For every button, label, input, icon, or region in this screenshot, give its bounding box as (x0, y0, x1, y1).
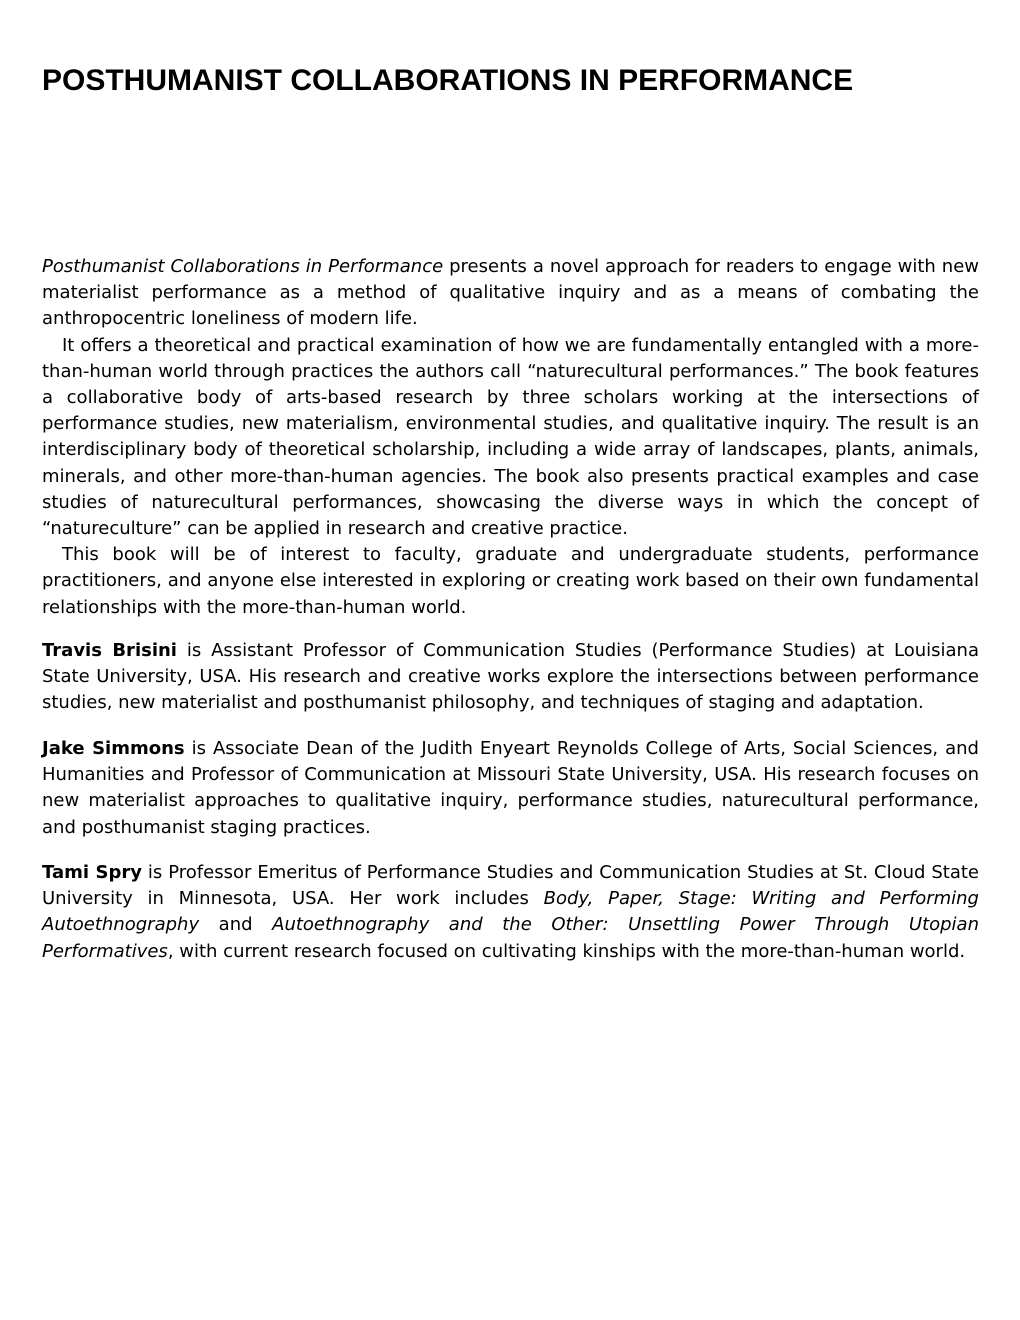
description-paragraph-2: It offers a theoretical and practical examination of how we are fundamentally entangled with a more-than-human world through practices the authors call “naturecultural performances.” The book features a collaborative body of arts-based research by three scholars working at the intersections of performance studies, new materialism, environmental studies, and qualitative inquiry. The result is an interdisciplinary body of theoretical scholarship, including a wide array of landscapes, plants, animals, minerals, and other more-than-human agencies. The book also presents practical examples and case studies of naturecultural performances, showcasing the diverse ways in which the concept of “natureculture” can be applied in research and creative practice. (42, 334, 979, 540)
author-name: Jake Simmons (42, 738, 185, 759)
author-bio-text: is Associate Dean of the Judith Enyeart Reynolds College of Arts, Social Sciences, and Humanities and Professor of Communication at Missouri State University, USA. His research focuses on new materialist approaches to qualitative inquiry, performance studies, naturecultural performance, and posthumanist staging practices. (42, 738, 979, 838)
author-bio-text: is Professor Emeritus of Performance Studies and Communication Studies at St. Cloud State University in Minnesota, USA. Her work includes (42, 862, 979, 910)
author-bio-tami-spry (42, 860, 979, 965)
description-paragraph-1-text: presents a novel approach for readers to engage with new materialist performance as a method of qualitative inquiry and as a means of combating the anthropocentric loneliness of modern life. (42, 256, 979, 330)
description-paragraph-1 (42, 254, 979, 333)
book-work-title: Body, Paper, Stage: Writing and Performing Autoethnography (42, 888, 979, 936)
book-work-title: Autoethnography and the Other: Unsettling Power Through Utopian Performatives (42, 914, 979, 962)
author-name: Travis Brisini (42, 640, 177, 661)
book-description (42, 254, 979, 621)
book-title: POSTHUMANIST COLLABORATIONS IN PERFORMANCE (42, 64, 854, 97)
author-bio-jake-simmons (42, 736, 979, 841)
description-paragraph-3: This book will be of interest to faculty, graduate and undergraduate students, performance practitioners, and anyone else interested in exploring or creating work based on their own fundamental relationships with the more-than-human world. (42, 544, 979, 618)
author-bio-travis-brisini (42, 638, 979, 717)
author-bio-text: is Assistant Professor of Communication Studies (Performance Studies) at Louisiana State University, USA. His research and creative works explore the intersections between performance studies, new materialist and posthumanist philosophy, and techniques of staging and adaptation. (42, 640, 979, 714)
author-name: Tami Spry (42, 862, 142, 883)
book-title-italic: Posthumanist Collaborations in Performance (42, 256, 444, 277)
author-bio-text: and (199, 914, 273, 936)
author-bio-text: , with current research focused on cultivating kinships with the more-than-human world. (167, 940, 966, 962)
